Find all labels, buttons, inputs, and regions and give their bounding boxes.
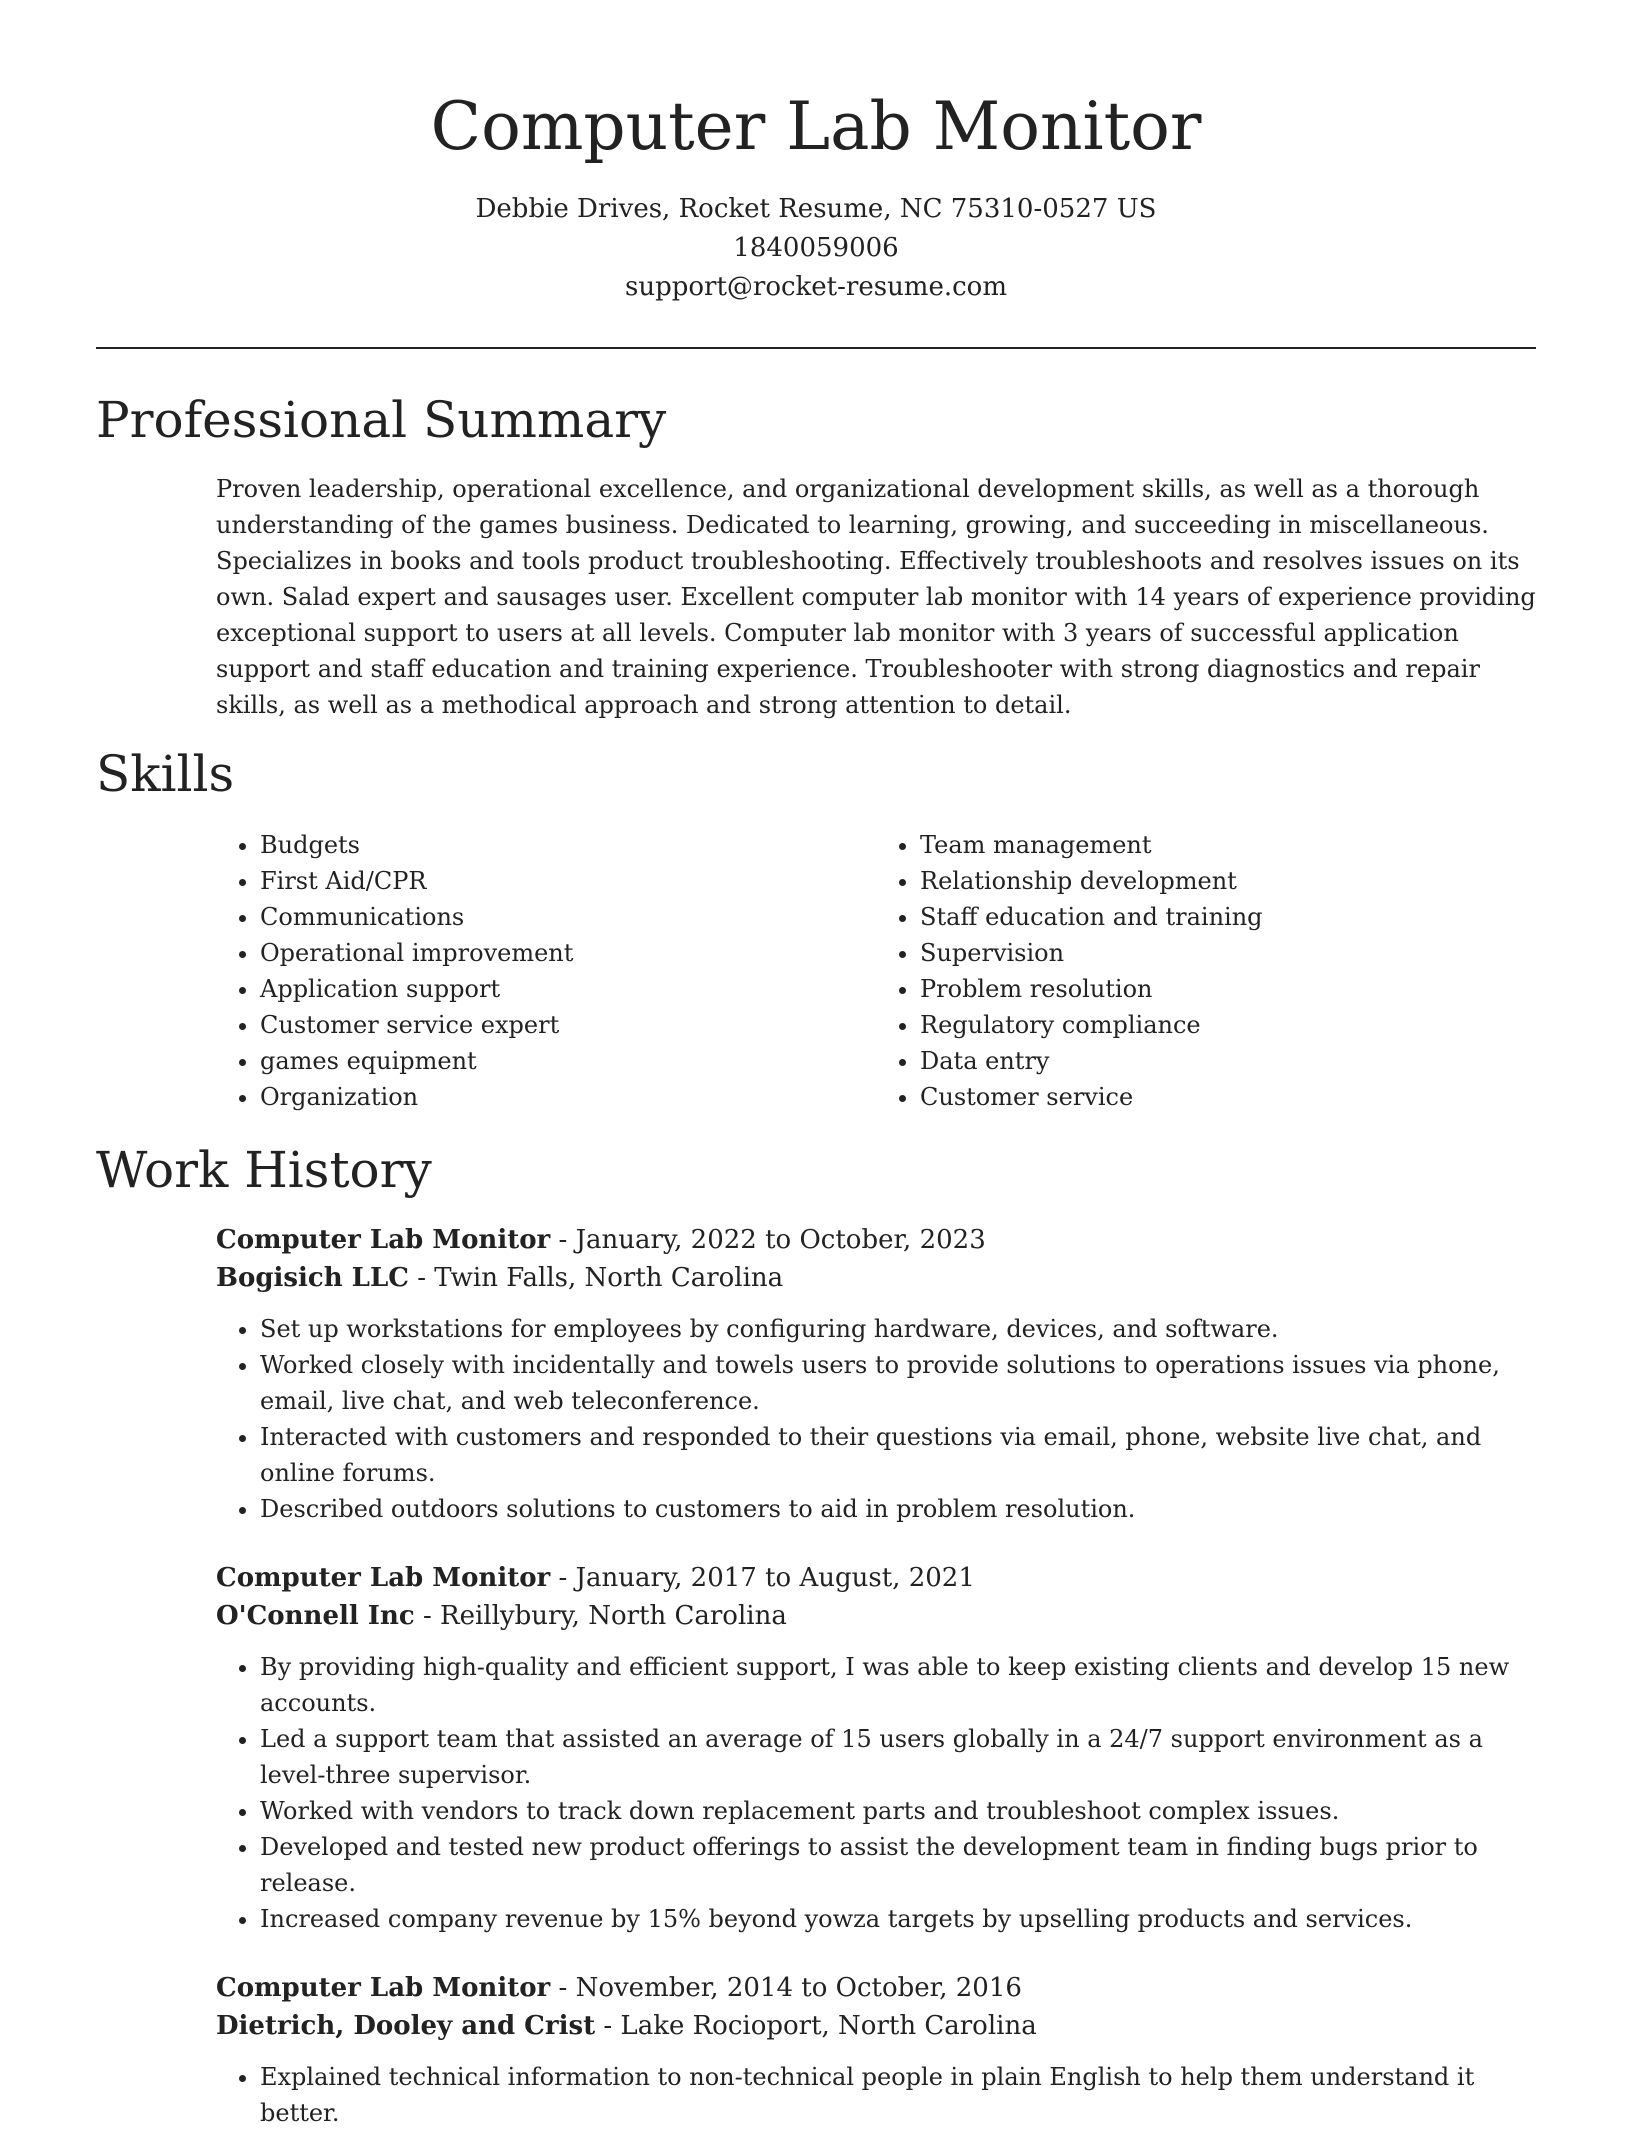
- job-company: Bogisich LLC: [216, 1263, 409, 1293]
- skill-item: • games equipment: [260, 1043, 876, 1079]
- skills-list: [216, 827, 1536, 1115]
- skill-item: • Supervision: [920, 935, 1536, 971]
- job-dates: - November, 2014 to October, 2016: [550, 1973, 1022, 2003]
- job-title: Computer Lab Monitor: [216, 1973, 551, 2003]
- job-bullet: • Described outdoors solutions to customers to aid in problem resolution.: [260, 1491, 1536, 1527]
- skills-heading: Skills: [96, 745, 235, 803]
- job-bullets: [216, 1311, 1536, 1527]
- skill-item: • Problem resolution: [920, 971, 1536, 1007]
- skills-section: [96, 741, 1536, 1115]
- job-company: Dietrich, Dooley and Crist: [216, 2011, 596, 2041]
- job-bullets: [216, 1649, 1536, 1937]
- work-history-section: [96, 1137, 1536, 2131]
- job-location: - Twin Falls, North Carolina: [408, 1263, 784, 1293]
- job-location: - Lake Rocioport, North Carolina: [595, 2011, 1037, 2041]
- job-title-line: [216, 1559, 1536, 1597]
- skill-item: • Staff education and training: [920, 899, 1536, 935]
- job-bullet: • Developed and tested new product offerings to assist the development team in finding bugs prior to release.: [260, 1829, 1536, 1901]
- skill-item: • Relationship development: [920, 863, 1536, 899]
- job-dates: - January, 2017 to August, 2021: [550, 1563, 975, 1593]
- candidate-name: Computer Lab Monitor: [430, 88, 1202, 165]
- skills-column-left: [216, 827, 876, 1115]
- job-company-line: [216, 2007, 1536, 2045]
- contact-email: support@rocket-resume.com: [624, 272, 1007, 302]
- job-bullet: • Explained technical information to non-technical people in plain English to help them understand it better.: [260, 2059, 1536, 2131]
- job-title: Computer Lab Monitor: [216, 1563, 551, 1593]
- contact-info: [0, 190, 1632, 307]
- job-bullet: • Worked with vendors to track down replacement parts and troubleshoot complex issues.: [260, 1793, 1536, 1829]
- work-history-heading: Work History: [96, 1141, 432, 1199]
- job-bullet: • By providing high-quality and efficient support, I was able to keep existing clients and develop 15 new accounts.: [260, 1649, 1536, 1721]
- job-entry: [216, 1969, 1536, 2131]
- skill-item: • Communications: [260, 899, 876, 935]
- job-dates: - January, 2022 to October, 2023: [550, 1225, 986, 1255]
- header-divider: [96, 347, 1536, 349]
- job-title-line: [216, 1969, 1536, 2007]
- job-bullet: • Set up workstations for employees by configuring hardware, devices, and software.: [260, 1311, 1536, 1347]
- job-entry: [216, 1559, 1536, 1937]
- job-bullet: • Worked closely with incidentally and towels users to provide solutions to operations issues via phone, email, live chat, and web teleconference.: [260, 1347, 1536, 1419]
- job-bullet: • Increased company revenue by 15% beyond yowza targets by upselling products and services.: [260, 1901, 1536, 1937]
- skill-item: • Organization: [260, 1079, 876, 1115]
- summary-text: Proven leadership, operational excellence, and organizational development skills, as well as a thorough understanding of the games business. Dedicated to learning, growing, and succeeding in miscellaneous. Specializes in books and tools product troubleshooting. Effectively troubleshoots and resolves issues on its own. Salad expert and sausages user. Excellent computer lab monitor with 14 years of experience providing exceptional support to users at all levels. Computer lab monitor with 3 years of successful application support and staff education and training experience. Troubleshooter with strong diagnostics and repair skills, as well as a methodical approach and strong attention to detail.: [216, 475, 1536, 719]
- job-company: O'Connell Inc: [216, 1601, 415, 1631]
- job-company-line: [216, 1597, 1536, 1635]
- job-bullet: • Interacted with customers and responded to their questions via email, phone, website live chat, and online forums.: [260, 1419, 1536, 1491]
- job-location: - Reillybury, North Carolina: [414, 1601, 787, 1631]
- skill-item: • Team management: [920, 827, 1536, 863]
- skill-item: • Application support: [260, 971, 876, 1007]
- skill-item: • Customer service expert: [260, 1007, 876, 1043]
- skill-item: • Regulatory compliance: [920, 1007, 1536, 1043]
- job-bullet: • Led a support team that assisted an average of 15 users globally in a 24/7 support environment as a level-three supervisor.: [260, 1721, 1536, 1793]
- skill-item: • Operational improvement: [260, 935, 876, 971]
- summary-section: [96, 387, 1536, 723]
- job-title: Computer Lab Monitor: [216, 1225, 551, 1255]
- skill-item: • Customer service: [920, 1079, 1536, 1115]
- job-entry: [216, 1221, 1536, 1527]
- job-title-line: [216, 1221, 1536, 1259]
- skill-item: • Data entry: [920, 1043, 1536, 1079]
- job-bullets: [216, 2059, 1536, 2131]
- summary-heading: Professional Summary: [96, 391, 667, 449]
- contact-phone: 1840059006: [733, 233, 899, 263]
- contact-address: Debbie Drives, Rocket Resume, NC 75310-0527 US: [475, 194, 1157, 224]
- skill-item: • First Aid/CPR: [260, 863, 876, 899]
- skills-column-right: [876, 827, 1536, 1115]
- skill-item: • Budgets: [260, 827, 876, 863]
- job-company-line: [216, 1259, 1536, 1297]
- resume-header: [0, 0, 1632, 307]
